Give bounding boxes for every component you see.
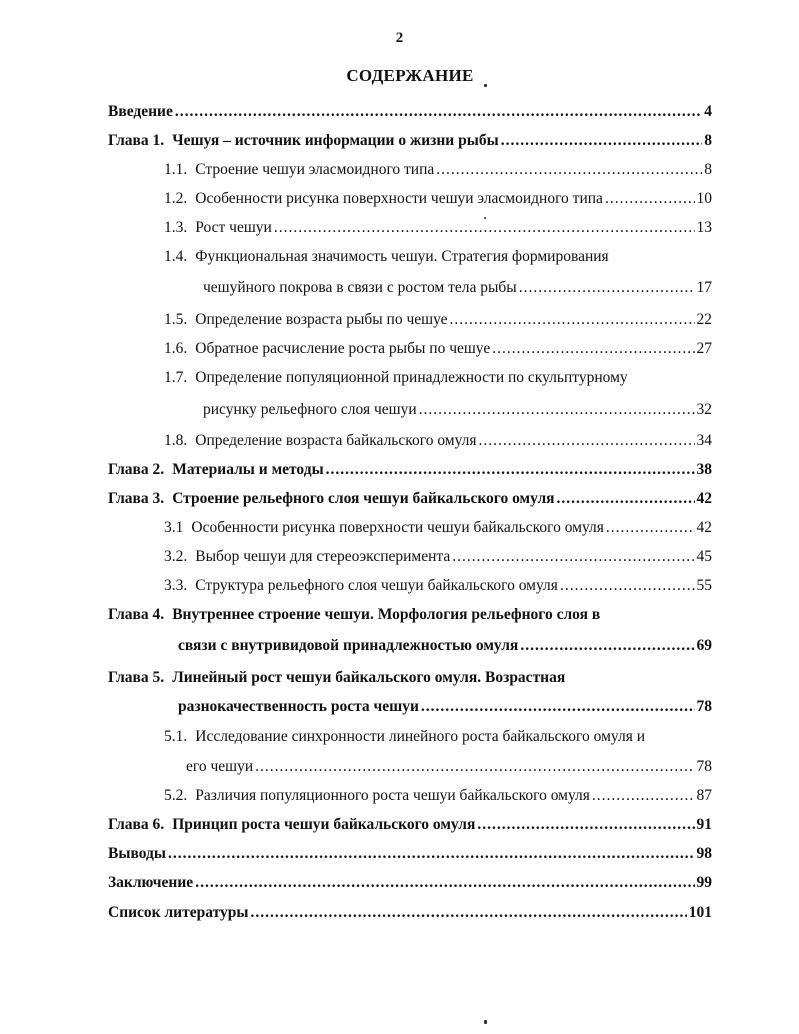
dot-leader bbox=[501, 131, 703, 151]
toc-entry-page: 42 bbox=[696, 490, 712, 507]
toc-entry-title: Различия популяционного роста чешуи байкальского омуля bbox=[195, 787, 590, 804]
toc-entry-number: 3.2. bbox=[164, 548, 188, 565]
toc-entry-title-continuation: связи с внутривидовой принадлежностью омуля bbox=[178, 637, 519, 654]
toc-entry-number: 1.5. bbox=[164, 311, 188, 328]
toc-entry-page: 42 bbox=[696, 519, 712, 536]
toc-entry-number: Глава 3. bbox=[108, 490, 165, 507]
toc-entry bbox=[108, 873, 712, 893]
scan-speck bbox=[484, 1020, 487, 1024]
toc-entry-page: 17 bbox=[696, 279, 712, 296]
toc-entry-title: Определение возраста рыбы по чешуе bbox=[195, 311, 448, 328]
dot-leader bbox=[250, 903, 686, 923]
toc-entry-title: Внутреннее строение чешуи. Морфология рельефного слоя в bbox=[172, 606, 601, 623]
toc-entry-page: 38 bbox=[696, 461, 712, 478]
toc-entry-number: 1.2. bbox=[164, 190, 188, 207]
toc-entry-page: 69 bbox=[696, 637, 712, 654]
toc-entry-page: 91 bbox=[696, 816, 712, 833]
toc-entry-page: 78 bbox=[696, 698, 712, 715]
toc-entry-title: Особенности рисунка поверхности чешуи байкальского омуля bbox=[191, 519, 604, 536]
dot-leader bbox=[436, 160, 702, 180]
toc-entry-title: Список литературы bbox=[108, 904, 249, 921]
toc-entry bbox=[108, 460, 712, 480]
toc-entry-title: Выбор чешуи для стереоэксперимента bbox=[195, 548, 451, 565]
toc-entry bbox=[108, 605, 712, 625]
toc-entry bbox=[164, 310, 712, 330]
dot-leader bbox=[479, 431, 695, 451]
toc-entry-title: Рост чешуи bbox=[195, 219, 272, 236]
toc-entry-page: 99 bbox=[696, 874, 712, 891]
toc-entry bbox=[108, 668, 712, 688]
dot-leader bbox=[168, 844, 695, 864]
dot-leader bbox=[606, 518, 695, 538]
toc-entry-title: Особенности рисунка поверхности чешуи эласмоидного типа bbox=[195, 190, 603, 207]
toc-entry-number: Глава 5. bbox=[108, 669, 165, 686]
dot-leader bbox=[519, 278, 695, 298]
toc-entry-number: Глава 1. bbox=[108, 132, 165, 149]
page-number: 2 bbox=[395, 30, 404, 46]
dot-leader bbox=[450, 310, 695, 330]
toc-entry-number: 5.2. bbox=[164, 787, 188, 804]
toc-entry-number: 5.1. bbox=[164, 728, 188, 745]
toc-entry bbox=[164, 786, 712, 806]
toc-entry-page: 78 bbox=[696, 758, 712, 775]
toc-entry-title-continuation: его чешуи bbox=[186, 758, 254, 775]
dot-leader bbox=[492, 339, 694, 359]
page-title: СОДЕРЖАНИЕ bbox=[346, 66, 474, 85]
toc-entry bbox=[164, 218, 712, 238]
toc-entry bbox=[108, 131, 712, 151]
toc-entry-title-continuation: рисунку рельефного слоя чешуи bbox=[203, 401, 417, 418]
dot-leader bbox=[274, 218, 695, 238]
toc-entry-title: Чешуя – источник информации о жизни рыбы bbox=[172, 132, 499, 149]
toc-entry-number: 3.3. bbox=[164, 577, 188, 594]
toc-entry-page: 27 bbox=[696, 340, 712, 357]
toc-entry-title: Определение популяционной принадлежности по скульптурному bbox=[195, 369, 628, 386]
dot-leader bbox=[520, 636, 694, 656]
toc-entry-title: Структура рельефного слоя чешуи байкальского омуля bbox=[195, 577, 558, 594]
toc-entry-page: 98 bbox=[696, 845, 712, 862]
toc-entry-number: 1.3. bbox=[164, 219, 188, 236]
toc-entry-title-continuation: чешуйного покрова в связи с ростом тела рыбы bbox=[203, 279, 517, 296]
toc-entry-page: 32 bbox=[696, 401, 712, 418]
toc-entry-continuation bbox=[178, 636, 712, 656]
toc-entry-number: 1.6. bbox=[164, 340, 188, 357]
dot-leader bbox=[195, 873, 694, 893]
toc-entry-title: Определение возраста байкальского омуля bbox=[195, 432, 477, 449]
scan-speck bbox=[484, 217, 486, 219]
toc-entry-page: 4 bbox=[704, 103, 712, 120]
dot-leader bbox=[605, 189, 695, 209]
toc-entry-number: Глава 2. bbox=[108, 461, 165, 478]
toc-entry-title: Исследование синхронности линейного роста байкальского омуля и bbox=[195, 728, 645, 745]
scan-speck bbox=[484, 84, 487, 87]
toc-entry-continuation bbox=[203, 400, 712, 420]
toc-entry-title: Обратное расчисление роста рыбы по чешуе bbox=[195, 340, 491, 357]
toc-entry bbox=[164, 247, 712, 267]
toc-entry bbox=[108, 102, 712, 122]
toc-entry-page: 101 bbox=[688, 904, 712, 921]
toc-entry bbox=[164, 518, 712, 538]
dot-leader bbox=[557, 489, 695, 509]
toc-entry-continuation bbox=[203, 278, 712, 298]
toc-entry-page: 8 bbox=[704, 161, 712, 178]
toc-entry-page: 34 bbox=[696, 432, 712, 449]
dot-leader bbox=[255, 757, 694, 777]
toc-entry-title: Строение рельефного слоя чешуи байкальского омуля bbox=[172, 490, 555, 507]
dot-leader bbox=[452, 547, 694, 567]
toc-entry bbox=[108, 815, 712, 835]
toc-entry-title: Выводы bbox=[108, 845, 166, 862]
toc-entry bbox=[164, 576, 712, 596]
toc-entry-continuation bbox=[186, 757, 712, 777]
toc-entry bbox=[164, 547, 712, 567]
toc-entry-page: 55 bbox=[696, 577, 712, 594]
toc-entry bbox=[164, 368, 712, 388]
toc-entry-page: 8 bbox=[704, 132, 712, 149]
toc-entry bbox=[108, 903, 712, 923]
toc-entry-page: 10 bbox=[696, 190, 712, 207]
toc-entry bbox=[164, 727, 712, 747]
toc-entry-number: 1.8. bbox=[164, 432, 188, 449]
toc-entry-title-continuation: разнокачественность роста чешуи bbox=[178, 698, 419, 715]
toc-entry-title: Линейный рост чешуи байкальского омуля. Возрастная bbox=[172, 669, 566, 686]
dot-leader bbox=[326, 460, 695, 480]
toc-entry-number: 1.1. bbox=[164, 161, 188, 178]
toc-entry-number: 1.7. bbox=[164, 369, 188, 386]
toc-entry-page: 22 bbox=[696, 311, 712, 328]
toc-entry-title: Материалы и методы bbox=[172, 461, 324, 478]
toc-entry-continuation bbox=[178, 697, 712, 717]
toc-entry bbox=[164, 189, 712, 209]
dot-leader bbox=[175, 102, 702, 122]
toc-entry-number: Глава 4. bbox=[108, 606, 165, 623]
toc-entry-page: 87 bbox=[696, 787, 712, 804]
toc-entry-title: Заключение bbox=[108, 874, 194, 891]
toc-entry bbox=[164, 160, 712, 180]
dot-leader bbox=[592, 786, 695, 806]
toc-entry-title: Функциональная значимость чешуи. Стратегия формирования bbox=[195, 248, 609, 265]
toc-entry-title: Введение bbox=[108, 103, 173, 120]
toc-entry-page: 45 bbox=[696, 548, 712, 565]
toc-entry-number: 1.4. bbox=[164, 248, 188, 265]
toc-entry-page: 13 bbox=[696, 219, 712, 236]
toc-entry-title: Принцип роста чешуи байкальского омуля bbox=[172, 816, 476, 833]
toc-entry bbox=[108, 489, 712, 509]
dot-leader bbox=[477, 815, 694, 835]
toc-entry bbox=[108, 844, 712, 864]
dot-leader bbox=[560, 576, 695, 596]
toc-entry bbox=[164, 431, 712, 451]
toc-entry-number: 3.1 bbox=[164, 519, 184, 536]
toc-entry-title: Строение чешуи эласмоидного типа bbox=[195, 161, 435, 178]
dot-leader bbox=[421, 697, 695, 717]
toc-entry bbox=[164, 339, 712, 359]
dot-leader bbox=[419, 400, 695, 420]
toc-entry-number: Глава 6. bbox=[108, 816, 165, 833]
